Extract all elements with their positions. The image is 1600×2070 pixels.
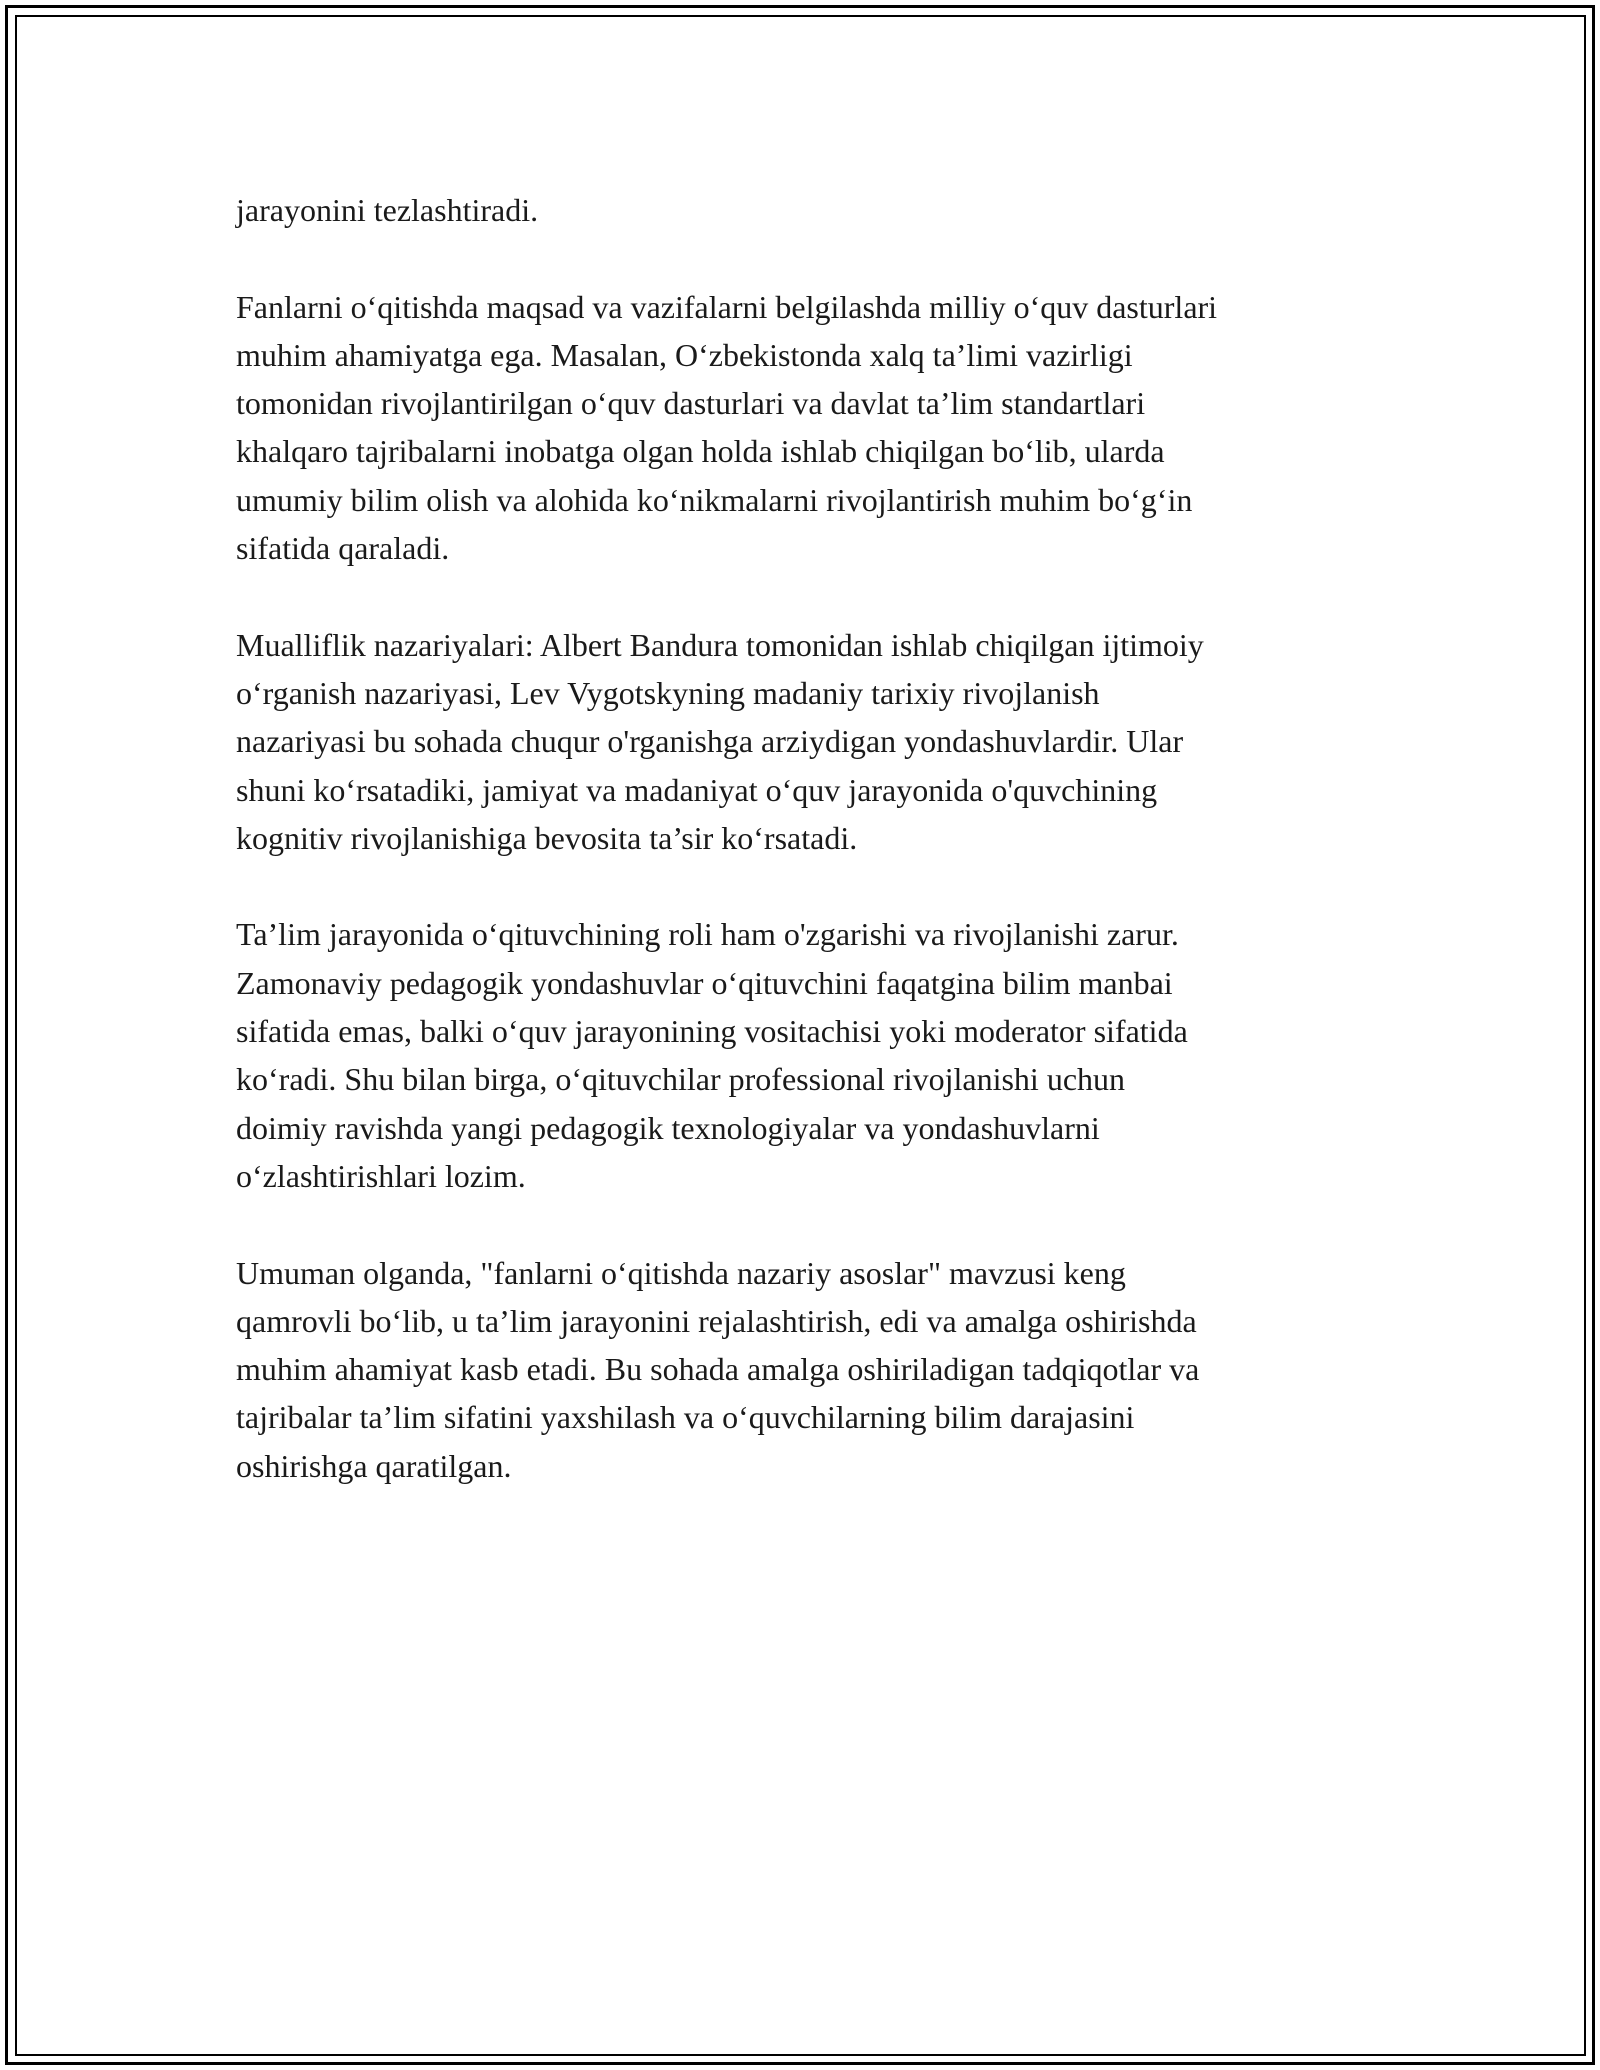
text-line: shuni ko‘rsatadiki, jamiyat va madaniyat o‘quv jarayonida o'quvchining	[236, 771, 1158, 808]
text-line: doimiy ravishda yangi pedagogik texnologiyalar va yondashuvlarni	[236, 1109, 1100, 1146]
text-line: ko‘radi. Shu bilan birga, o‘qituvchilar professional rivojlanishi uchun	[236, 1061, 1126, 1098]
text-line: muhim ahamiyat kasb etadi. Bu sohada amalga oshiriladigan tadqiqotlar va	[236, 1351, 1200, 1388]
text-line: Umuman olganda, "fanlarni o‘qitishda nazariy asoslar" mavzusi keng	[236, 1254, 1126, 1291]
text-line: sifatida qaraladi.	[236, 530, 450, 567]
text-line: Fanlarni o‘qitishda maqsad va vazifalarni belgilashda milliy o‘quv dasturlari	[236, 288, 1218, 325]
text-line: sifatida emas, balki o‘quv jarayonining vositachisi yoki moderator sifatida	[236, 1013, 1188, 1050]
text-line: Zamonaviy pedagogik yondashuvlar o‘qituvchini faqatgina bilim manbai	[236, 964, 1173, 1001]
text-line: Ta’lim jarayonida o‘qituvchining roli ham o'zgarishi va rivojlanishi zarur.	[236, 916, 1179, 953]
text-line: nazariyasi bu sohada chuqur o'rganishga arziydigan yondashuvlardir. Ular	[236, 723, 1184, 760]
text-line: oshirishga qaratilgan.	[236, 1447, 512, 1484]
text-line: Mualliflik nazariyalari: Albert Bandura tomonidan ishlab chiqilgan ijtimoiy	[236, 626, 1204, 663]
text-line: qamrovli bo‘lib, u ta’lim jarayonini rejalashtirish, edi va amalga oshirishda	[236, 1302, 1197, 1339]
text-line: o‘rganish nazariyasi, Lev Vygotskyning madaniy tarixiy rivojlanish	[236, 674, 1100, 711]
paragraph	[236, 910, 1376, 1200]
text-line: jarayonini tezlashtiradi.	[236, 192, 539, 228]
text-line: muhim ahamiyatga ega. Masalan, O‘zbekistonda xalq ta’limi vazirligi	[236, 336, 1133, 373]
document-body	[236, 186, 1376, 1538]
text-line: tajribalar ta’lim sifatini yaxshilash va o‘quvchilarning bilim darajasini	[236, 1399, 1135, 1436]
text-line: tomonidan rivojlantirilgan o‘quv dasturlari va davlat ta’lim standartlari	[236, 385, 1146, 422]
text-line: umumiy bilim olish va alohida ko‘nikmalarni rivojlantirish muhim bo‘g‘in	[236, 481, 1193, 518]
paragraph	[236, 621, 1376, 862]
paragraph	[236, 283, 1376, 573]
text-line: o‘zlashtirishlari lozim.	[236, 1157, 526, 1194]
paragraph	[236, 186, 1376, 234]
paragraph	[236, 1249, 1376, 1490]
text-line: khalqaro tajribalarni inobatga olgan holda ishlab chiqilgan bo‘lib, ularda	[236, 433, 1165, 470]
text-line: kognitiv rivojlanishiga bevosita ta’sir ko‘rsatadi.	[236, 819, 858, 856]
